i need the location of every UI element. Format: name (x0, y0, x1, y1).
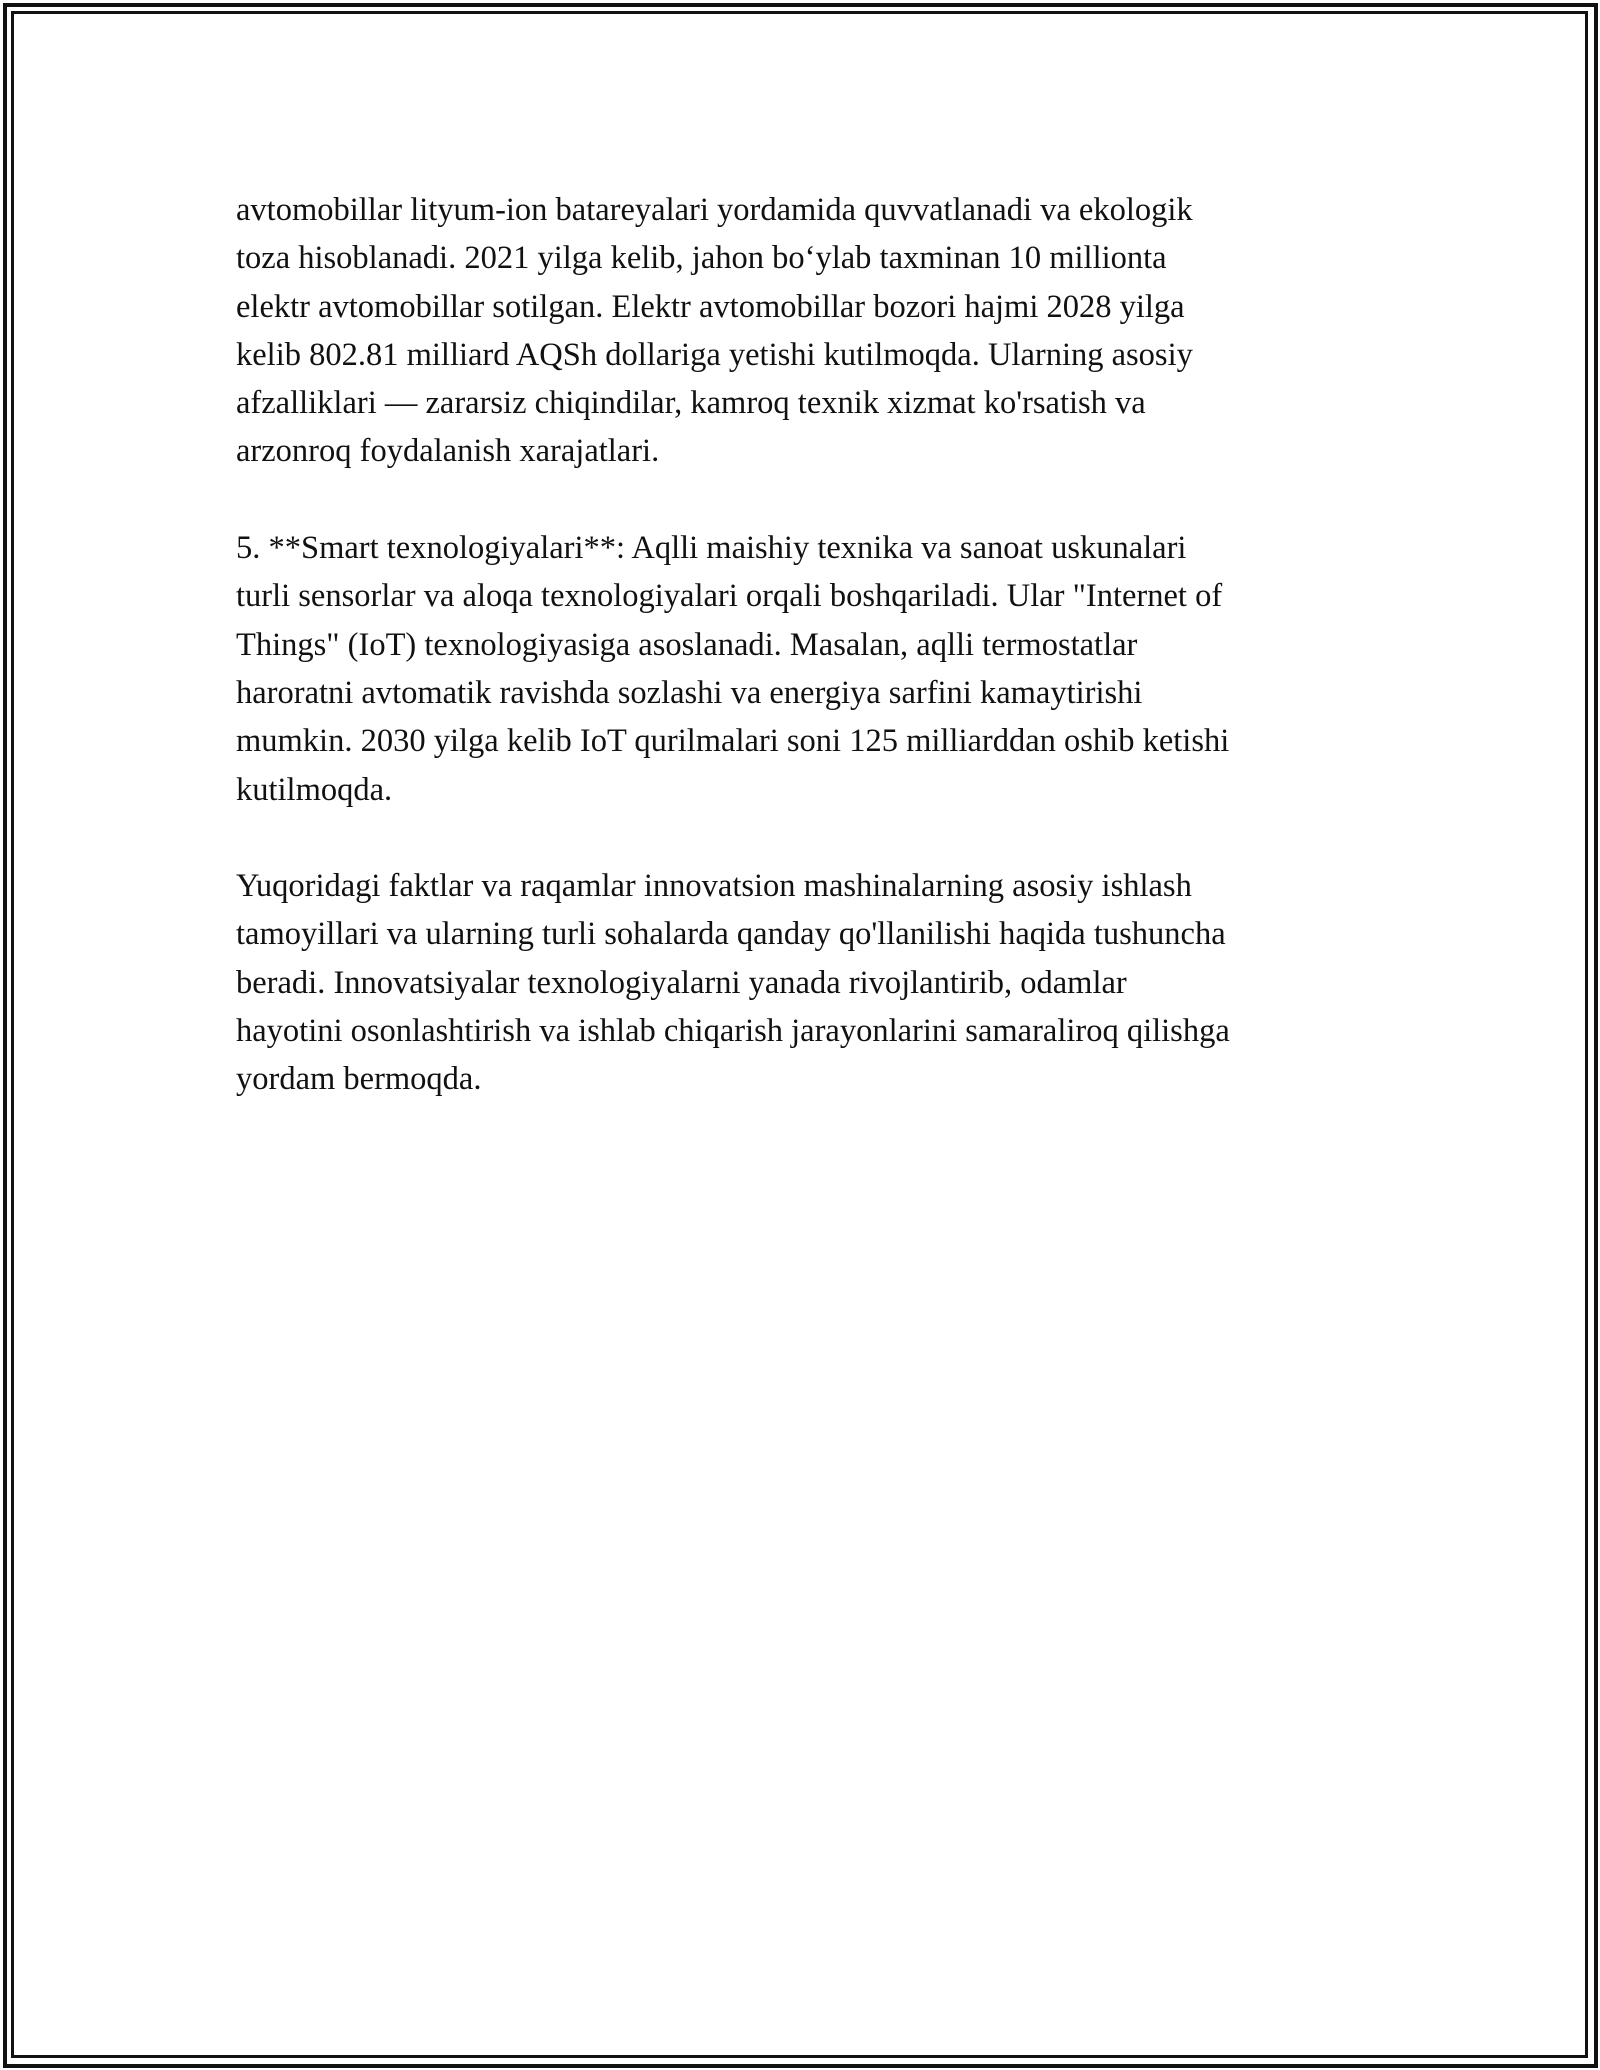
text-line: Things" (IoT) texnologiyasiga asoslanadi. Masalan, aqlli termostatlar (236, 626, 1138, 663)
text-line: 5. **Smart texnologiyalari**: Aqlli maishiy texnika va sanoat uskunalari (236, 530, 1187, 567)
text-line: hayotini osonlashtirish va ishlab chiqarish jarayonlarini samaraliroq qilishga (236, 1013, 1230, 1050)
text-line: arzonroq foydalanish xarajatlari. (236, 433, 660, 470)
text-line: turli sensorlar va aloqa texnologiyalari orqali boshqariladi. Ular "Internet of (236, 578, 1223, 615)
text-line: haroratni avtomatik ravishda sozlashi va energiya sarfini kamaytirishi (236, 674, 1143, 711)
text-line: toza hisoblanadi. 2021 yilga kelib, jahon bo‘ylab taxminan 10 millionta (236, 240, 1167, 277)
paragraph-electric-cars (236, 186, 1370, 476)
text-line: yordam bermoqda. (236, 1061, 482, 1098)
text-line: avtomobillar lityum-ion batareyalari yordamida quvvatlanadi va ekologik (236, 192, 1193, 228)
paragraph-conclusion (236, 862, 1370, 1103)
text-line: kelib 802.81 milliard AQSh dollariga yetishi kutilmoqda. Ularning asosiy (236, 336, 1193, 373)
text-line: kutilmoqda. (236, 771, 393, 808)
document-body (236, 186, 1370, 1152)
text-line: beradi. Innovatsiyalar texnologiyalarni yanada rivojlantirib, odamlar (236, 964, 1127, 1001)
paragraph-smart-technologies (236, 524, 1370, 814)
text-line: elektr avtomobillar sotilgan. Elektr avtomobillar bozori hajmi 2028 yilga (236, 288, 1185, 325)
text-line: tamoyillari va ularning turli sohalarda qanday qo'llanilishi haqida tushuncha (236, 916, 1226, 953)
text-line: mumkin. 2030 yilga kelib IoT qurilmalari soni 125 milliarddan oshib ketishi (236, 723, 1230, 760)
text-line: Yuqoridagi faktlar va raqamlar innovatsion mashinalarning asosiy ishlash (236, 868, 1192, 905)
text-line: afzalliklari — zararsiz chiqindilar, kamroq texnik xizmat ko'rsatish va (236, 385, 1146, 422)
